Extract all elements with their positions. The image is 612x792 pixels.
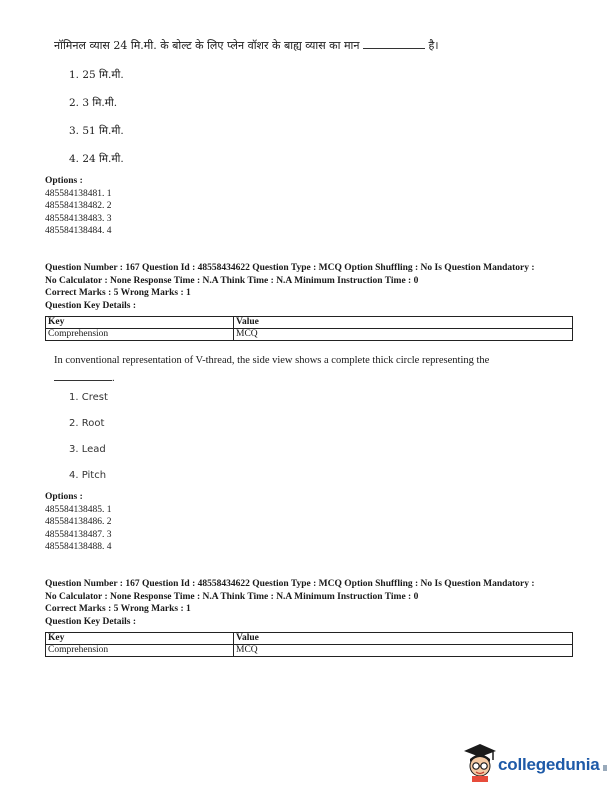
question-1-stem: नॉमिनल व्यास 24 मि.मी. के बोल्ट के लिए प्लेन वॉशर के बाह्य व्यास का मान [54, 39, 360, 52]
table-header-row [46, 633, 573, 645]
table-cell-key: Comprehension [46, 329, 234, 341]
brand-mark [603, 765, 607, 771]
table-header-key: Key [46, 317, 234, 329]
question-info-line-2: No Calculator : None Response Time : N.A Think Time : N.A Minimum Instruction Time : 0 [45, 275, 419, 286]
question-1-text [54, 38, 439, 54]
table-cell-key: Comprehension [46, 645, 234, 657]
option-id: 485584138482. 2 [45, 201, 112, 211]
option-id: 485584138483. 3 [45, 213, 112, 224]
q2-option-3: 3. Lead [69, 444, 106, 455]
option-id: 485584138485. 1 [45, 504, 112, 515]
answer-blank [54, 380, 112, 381]
option-id: 485584138487. 3 [45, 529, 112, 540]
brand-name: collegedunia [498, 755, 600, 774]
option-id: 485584138486. 2 [45, 517, 112, 527]
q2-options-list [45, 491, 112, 554]
q3-key-table [45, 632, 573, 657]
options-title: Options : [45, 492, 83, 502]
question-info-line-1: Question Number : 167 Question Id : 48558434622 Question Type : MCQ Option Shuffling : No Is Question Mandatory : [45, 263, 535, 273]
table-cell-value: MCQ [234, 329, 573, 341]
q2-meta [45, 262, 575, 312]
q2-option-4: 4. Pitch [69, 470, 107, 481]
options-title: Options : [45, 176, 83, 186]
table-row [46, 329, 573, 341]
graduate-mascot-icon [462, 742, 498, 782]
table-cell-value: MCQ [234, 645, 573, 657]
marks-line: Correct Marks : 5 Wrong Marks : 1 [45, 604, 191, 614]
question-info-line-2: No Calculator : None Response Time : N.A Think Time : N.A Minimum Instruction Time : 0 [45, 591, 419, 602]
q1-option-3: 3. 51 मि.मी. [69, 125, 124, 137]
table-header-value: Value [234, 317, 573, 329]
option-id: 485584138484. 4 [45, 226, 112, 236]
q2-option-1: 1. Crest [69, 392, 108, 403]
q2-key-table [45, 316, 573, 341]
q1-options-list [45, 175, 112, 238]
collegedunia-logo [462, 742, 612, 782]
q1-option-2: 2. 3 मि.मी. [69, 97, 118, 109]
table-row [46, 645, 573, 657]
question-2-text: In conventional representation of V-thread, the side view shows a complete thick circle representing the . [54, 355, 490, 384]
table-header-row [46, 317, 573, 329]
q3-meta [45, 578, 575, 628]
option-id: 485584138481. 1 [45, 188, 112, 199]
option-id: 485584138488. 4 [45, 542, 112, 552]
question-2-stem: In conventional representation of V-thread, the side view shows a complete thick circle representing the [54, 355, 490, 366]
table-header-value: Value [234, 633, 573, 645]
marks-line: Correct Marks : 5 Wrong Marks : 1 [45, 288, 191, 298]
table-header-key: Key [46, 633, 234, 645]
question-info-line-1: Question Number : 167 Question Id : 48558434622 Question Type : MCQ Option Shuffling : No Is Question Mandatory : [45, 579, 535, 589]
q1-option-4: 4. 24 मि.मी. [69, 153, 124, 165]
question-1-suffix: है। [428, 39, 439, 52]
q1-option-1: 1. 25 मि.मी. [69, 69, 124, 81]
key-details-title: Question Key Details : [45, 616, 137, 627]
answer-blank [363, 48, 425, 49]
key-details-title: Question Key Details : [45, 300, 137, 311]
q2-option-2: 2. Root [69, 418, 105, 429]
